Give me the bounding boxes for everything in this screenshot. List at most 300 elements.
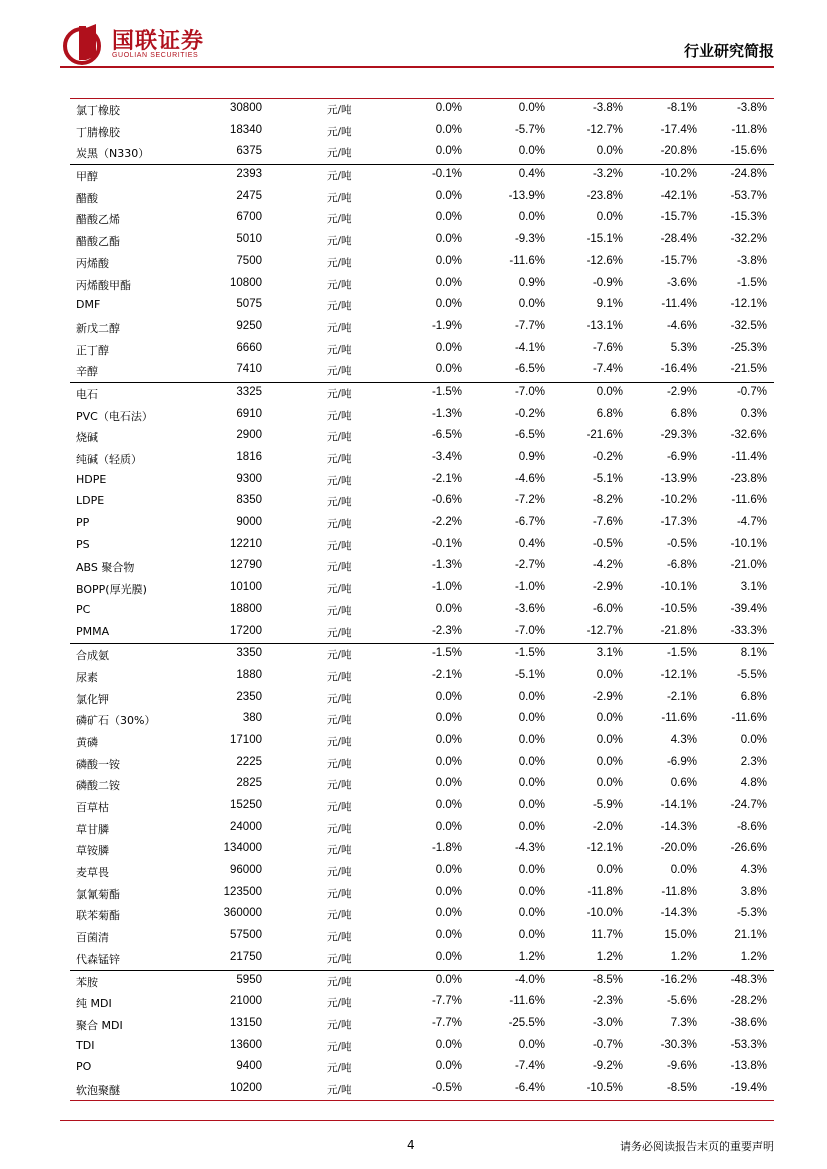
unit-label: 元/吨 bbox=[327, 952, 352, 965]
change-pct-1: 0.0% bbox=[435, 712, 462, 725]
unit-label: 元/吨 bbox=[327, 235, 352, 248]
change-pct-3: 1.2% bbox=[596, 950, 623, 963]
unit-label: 元/吨 bbox=[327, 1062, 352, 1075]
price-value: 13150 bbox=[230, 1016, 262, 1029]
change-pct-1: -2.3% bbox=[431, 624, 462, 637]
product-name: 草铵膦 bbox=[76, 844, 109, 858]
change-pct-3: -23.8% bbox=[586, 189, 623, 202]
change-pct-5: 21.1% bbox=[734, 929, 767, 942]
change-pct-3: -8.5% bbox=[592, 973, 623, 986]
table-row bbox=[70, 883, 774, 905]
page-header bbox=[60, 22, 774, 66]
change-pct-1: 0.0% bbox=[435, 189, 462, 202]
change-pct-1: -1.5% bbox=[431, 647, 462, 660]
change-pct-5: -38.6% bbox=[730, 1016, 767, 1029]
change-pct-1: 0.0% bbox=[435, 123, 462, 136]
price-value: 10200 bbox=[230, 1081, 262, 1094]
table-row bbox=[70, 643, 774, 666]
price-value: 360000 bbox=[223, 907, 262, 920]
change-pct-5: -23.8% bbox=[730, 472, 767, 485]
change-pct-2: -6.7% bbox=[514, 516, 545, 529]
change-pct-3: -0.7% bbox=[592, 1038, 623, 1051]
unit-label: 元/吨 bbox=[327, 256, 352, 269]
price-value: 5950 bbox=[236, 973, 262, 986]
change-pct-4: -9.6% bbox=[666, 1060, 697, 1073]
change-pct-5: -48.3% bbox=[730, 973, 767, 986]
change-pct-3: -7.4% bbox=[592, 363, 623, 376]
product-name: 电石 bbox=[76, 387, 98, 401]
change-pct-1: -7.7% bbox=[431, 995, 462, 1008]
change-pct-3: -12.7% bbox=[586, 123, 623, 136]
price-value: 57500 bbox=[230, 929, 262, 942]
price-value: 6910 bbox=[236, 407, 262, 420]
unit-label: 元/吨 bbox=[327, 866, 352, 879]
change-pct-1: 0.0% bbox=[435, 733, 462, 746]
product-name: 磷矿石（30%） bbox=[76, 714, 156, 728]
change-pct-1: 0.0% bbox=[435, 907, 462, 920]
product-name: ABS 聚合物 bbox=[76, 561, 135, 575]
product-name: DMF bbox=[76, 298, 101, 312]
change-pct-1: -6.5% bbox=[431, 429, 462, 442]
change-pct-5: -0.7% bbox=[736, 385, 767, 398]
product-name: 黄磷 bbox=[76, 735, 98, 749]
table-row bbox=[70, 230, 774, 252]
table-row bbox=[70, 470, 774, 492]
change-pct-1: 0.0% bbox=[435, 1038, 462, 1051]
change-pct-4: -29.3% bbox=[660, 429, 697, 442]
change-pct-3: -12.1% bbox=[586, 842, 623, 855]
change-pct-4: -5.6% bbox=[666, 995, 697, 1008]
price-value: 6700 bbox=[236, 211, 262, 224]
product-name: BOPP(厚光膜) bbox=[76, 583, 147, 597]
product-name: 氯丁橡胶 bbox=[76, 104, 120, 117]
change-pct-4: -30.3% bbox=[660, 1038, 697, 1051]
change-pct-4: 6.8% bbox=[670, 407, 697, 420]
table-row bbox=[70, 491, 774, 513]
unit-label: 元/吨 bbox=[327, 170, 352, 183]
change-pct-2: -5.7% bbox=[514, 123, 545, 136]
change-pct-1: 0.0% bbox=[435, 820, 462, 833]
change-pct-2: -6.4% bbox=[514, 1081, 545, 1094]
price-value: 2393 bbox=[236, 168, 262, 181]
change-pct-4: -8.1% bbox=[666, 102, 697, 114]
header-divider bbox=[60, 66, 774, 68]
change-pct-4: -15.7% bbox=[660, 211, 697, 224]
change-pct-4: -14.1% bbox=[660, 799, 697, 811]
change-pct-1: 0.0% bbox=[435, 864, 462, 877]
change-pct-4: -2.9% bbox=[666, 385, 697, 398]
change-pct-2: 0.0% bbox=[518, 799, 545, 811]
change-pct-5: -15.6% bbox=[730, 145, 767, 158]
change-pct-2: -3.6% bbox=[514, 602, 545, 615]
price-value: 7410 bbox=[236, 363, 262, 376]
change-pct-3: -7.6% bbox=[592, 516, 623, 529]
unit-label: 元/吨 bbox=[327, 822, 352, 835]
table-row bbox=[70, 796, 774, 818]
change-pct-5: -32.2% bbox=[730, 233, 767, 246]
change-pct-3: -9.2% bbox=[592, 1060, 623, 1073]
change-pct-5: -24.8% bbox=[730, 168, 767, 181]
unit-label: 元/吨 bbox=[327, 975, 352, 988]
change-pct-4: -2.1% bbox=[666, 690, 697, 703]
change-pct-3: 0.0% bbox=[596, 733, 623, 746]
product-name: PC bbox=[76, 602, 91, 616]
unit-label: 元/吨 bbox=[327, 191, 352, 204]
unit-label: 元/吨 bbox=[327, 649, 352, 662]
unit-label: 元/吨 bbox=[327, 343, 352, 356]
change-pct-5: -12.1% bbox=[730, 298, 767, 311]
change-pct-1: -0.1% bbox=[431, 537, 462, 550]
product-name: 氯氰菊酯 bbox=[76, 887, 120, 901]
product-name: 烧碱 bbox=[76, 431, 98, 445]
change-pct-3: -2.9% bbox=[592, 690, 623, 703]
change-pct-5: -11.6% bbox=[731, 494, 767, 507]
unit-label: 元/吨 bbox=[327, 779, 352, 792]
product-name: TDI bbox=[76, 1038, 95, 1052]
change-pct-4: -14.3% bbox=[660, 820, 697, 833]
change-pct-5: -11.4% bbox=[731, 451, 767, 463]
price-value: 7500 bbox=[236, 254, 262, 267]
change-pct-4: -11.4% bbox=[661, 298, 697, 311]
product-name: 麦草畏 bbox=[76, 866, 109, 880]
product-name: 百草枯 bbox=[76, 801, 109, 814]
price-value: 380 bbox=[242, 712, 262, 725]
change-pct-4: 5.3% bbox=[670, 341, 697, 354]
change-pct-3: 6.8% bbox=[596, 407, 623, 420]
table-row bbox=[70, 405, 774, 427]
change-pct-3: -12.6% bbox=[586, 254, 623, 267]
change-pct-3: 9.1% bbox=[596, 298, 623, 311]
change-pct-5: 1.2% bbox=[740, 950, 767, 963]
change-pct-1: 0.0% bbox=[435, 777, 462, 790]
product-name: 苯胺 bbox=[76, 975, 98, 989]
price-value: 13600 bbox=[230, 1038, 262, 1051]
change-pct-2: 0.4% bbox=[518, 537, 545, 550]
change-pct-5: -4.7% bbox=[736, 516, 767, 529]
product-name: 辛醇 bbox=[76, 365, 98, 379]
change-pct-4: -11.8% bbox=[661, 885, 697, 898]
change-pct-3: -3.0% bbox=[592, 1016, 623, 1029]
change-pct-4: -3.6% bbox=[666, 276, 697, 289]
change-pct-3: -7.6% bbox=[592, 341, 623, 354]
change-pct-5: -5.5% bbox=[736, 668, 767, 681]
change-pct-1: 0.0% bbox=[435, 211, 462, 224]
unit-label: 元/吨 bbox=[327, 365, 352, 378]
change-pct-4: -21.8% bbox=[660, 624, 697, 637]
change-pct-1: 0.0% bbox=[435, 298, 462, 311]
change-pct-3: -5.1% bbox=[592, 472, 623, 485]
change-pct-2: 0.0% bbox=[518, 777, 545, 790]
table-row bbox=[70, 666, 774, 688]
table-row bbox=[70, 1079, 774, 1101]
change-pct-4: -12.1% bbox=[660, 668, 697, 681]
footer-divider bbox=[60, 1120, 774, 1121]
change-pct-2: 0.0% bbox=[518, 820, 545, 833]
unit-label: 元/吨 bbox=[327, 104, 352, 116]
table-row bbox=[70, 295, 774, 317]
product-name: 磷酸一铵 bbox=[76, 757, 120, 771]
product-name: 代森锰锌 bbox=[76, 952, 120, 966]
table-row bbox=[70, 622, 774, 644]
change-pct-5: -24.7% bbox=[730, 799, 767, 811]
change-pct-1: 0.0% bbox=[435, 254, 462, 267]
change-pct-4: -1.5% bbox=[666, 647, 697, 660]
change-pct-5: -21.0% bbox=[730, 559, 767, 572]
change-pct-3: -10.5% bbox=[586, 1081, 623, 1094]
table-row bbox=[70, 709, 774, 731]
change-pct-2: 0.0% bbox=[518, 211, 545, 224]
unit-label: 元/吨 bbox=[327, 757, 352, 770]
change-pct-3: -3.8% bbox=[592, 102, 623, 114]
price-value: 9250 bbox=[236, 319, 262, 332]
change-pct-2: 0.0% bbox=[518, 298, 545, 311]
change-pct-1: 0.0% bbox=[435, 363, 462, 376]
change-pct-4: -6.8% bbox=[666, 559, 697, 572]
change-pct-2: -4.0% bbox=[514, 973, 545, 986]
unit-label: 元/吨 bbox=[327, 431, 352, 444]
product-name: 醋酸乙烯 bbox=[76, 213, 120, 227]
unit-label: 元/吨 bbox=[327, 278, 352, 291]
table-row bbox=[70, 861, 774, 883]
change-pct-3: -2.3% bbox=[592, 995, 623, 1008]
change-pct-3: 0.0% bbox=[596, 755, 623, 768]
logo-subtext: GUOLIAN SECURITIES bbox=[112, 52, 199, 59]
unit-label: 元/吨 bbox=[327, 496, 352, 509]
table-row bbox=[70, 252, 774, 274]
unit-label: 元/吨 bbox=[327, 583, 352, 596]
unit-label: 元/吨 bbox=[327, 626, 352, 639]
change-pct-5: -32.5% bbox=[730, 319, 767, 332]
unit-label: 元/吨 bbox=[327, 321, 352, 334]
price-value: 2350 bbox=[236, 690, 262, 703]
change-pct-3: -2.0% bbox=[592, 820, 623, 833]
product-name: 纯碱（轻质） bbox=[76, 453, 142, 466]
table-row bbox=[70, 513, 774, 535]
unit-label: 元/吨 bbox=[327, 909, 352, 922]
price-value: 2825 bbox=[236, 777, 262, 790]
guolian-logo-icon bbox=[62, 22, 106, 66]
price-value: 9000 bbox=[236, 516, 262, 529]
unit-label: 元/吨 bbox=[327, 801, 352, 813]
change-pct-4: -13.9% bbox=[660, 472, 697, 485]
unit-label: 元/吨 bbox=[327, 1018, 352, 1031]
table-row bbox=[70, 317, 774, 339]
change-pct-4: -8.5% bbox=[666, 1081, 697, 1094]
product-name: 正丁醇 bbox=[76, 343, 109, 357]
change-pct-5: -39.4% bbox=[730, 602, 767, 615]
change-pct-4: -17.3% bbox=[660, 516, 697, 529]
change-pct-1: 0.0% bbox=[435, 799, 462, 811]
price-value: 1816 bbox=[236, 451, 262, 463]
change-pct-3: -2.9% bbox=[592, 581, 623, 594]
price-value: 3325 bbox=[236, 385, 262, 398]
change-pct-4: -28.4% bbox=[660, 233, 697, 246]
table-row bbox=[70, 535, 774, 557]
unit-label: 元/吨 bbox=[327, 561, 352, 574]
change-pct-1: -3.4% bbox=[431, 451, 462, 463]
unit-label: 元/吨 bbox=[327, 887, 352, 900]
unit-label: 元/吨 bbox=[327, 125, 352, 138]
change-pct-4: -16.4% bbox=[660, 363, 697, 376]
product-name: 丙烯酸 bbox=[76, 256, 109, 270]
table-row bbox=[70, 600, 774, 622]
change-pct-2: -11.6% bbox=[509, 254, 545, 267]
table-row bbox=[70, 948, 774, 970]
unit-label: 元/吨 bbox=[327, 692, 352, 705]
change-pct-3: -15.1% bbox=[586, 233, 623, 246]
change-pct-3: -3.2% bbox=[592, 168, 623, 181]
table-row bbox=[70, 753, 774, 775]
product-name: LDPE bbox=[76, 494, 105, 508]
change-pct-5: -11.6% bbox=[731, 712, 767, 725]
product-name: PMMA bbox=[76, 624, 110, 638]
unit-label: 元/吨 bbox=[327, 300, 352, 313]
price-value: 134000 bbox=[223, 842, 262, 855]
table-row bbox=[70, 274, 774, 296]
product-name: HDPE bbox=[76, 472, 107, 486]
table-row bbox=[70, 992, 774, 1014]
change-pct-2: -6.5% bbox=[514, 363, 545, 376]
product-name: PVC（电石法） bbox=[76, 409, 153, 423]
change-pct-2: -4.3% bbox=[514, 842, 545, 855]
change-pct-3: -0.5% bbox=[592, 537, 623, 550]
price-value: 5075 bbox=[236, 298, 262, 311]
change-pct-1: 0.0% bbox=[435, 276, 462, 289]
unit-label: 元/吨 bbox=[327, 931, 352, 944]
change-pct-1: -7.7% bbox=[431, 1016, 462, 1029]
table-bottom-divider bbox=[70, 1100, 774, 1101]
change-pct-2: 0.0% bbox=[518, 1038, 545, 1051]
product-name: 炭黑（N330） bbox=[76, 147, 150, 161]
change-pct-2: -1.5% bbox=[514, 647, 545, 660]
change-pct-4: -4.6% bbox=[666, 319, 697, 332]
price-value: 3350 bbox=[236, 647, 262, 660]
table-row bbox=[70, 339, 774, 361]
page-number: 4 bbox=[407, 1138, 415, 1152]
change-pct-4: -10.2% bbox=[660, 494, 697, 507]
change-pct-3: 11.7% bbox=[591, 929, 623, 942]
table-row bbox=[70, 818, 774, 840]
change-pct-2: -7.4% bbox=[514, 1060, 545, 1073]
change-pct-5: -3.8% bbox=[736, 254, 767, 267]
price-value: 10800 bbox=[230, 276, 262, 289]
product-name: 氯化钾 bbox=[76, 692, 109, 706]
table-row bbox=[70, 99, 774, 121]
change-pct-4: -6.9% bbox=[666, 451, 697, 463]
change-pct-3: -13.1% bbox=[586, 319, 623, 332]
change-pct-1: -2.2% bbox=[431, 516, 462, 529]
change-pct-4: -11.6% bbox=[661, 712, 697, 725]
change-pct-4: -0.5% bbox=[666, 537, 697, 550]
change-pct-5: -53.3% bbox=[730, 1038, 767, 1051]
change-pct-5: 4.8% bbox=[740, 777, 767, 790]
unit-label: 元/吨 bbox=[327, 670, 352, 683]
change-pct-4: -16.2% bbox=[660, 973, 697, 986]
table-row bbox=[70, 360, 774, 382]
change-pct-5: -32.6% bbox=[730, 429, 767, 442]
table-row bbox=[70, 688, 774, 710]
change-pct-3: -4.2% bbox=[592, 559, 623, 572]
product-name: 丙烯酸甲酯 bbox=[76, 278, 131, 292]
change-pct-5: 3.8% bbox=[740, 885, 767, 898]
change-pct-5: -5.3% bbox=[736, 907, 767, 920]
unit-label: 元/吨 bbox=[327, 387, 352, 400]
change-pct-1: 0.0% bbox=[435, 950, 462, 963]
table-row bbox=[70, 926, 774, 948]
change-pct-4: -6.9% bbox=[666, 755, 697, 768]
change-pct-2: 1.2% bbox=[518, 950, 545, 963]
change-pct-2: -25.5% bbox=[508, 1016, 545, 1029]
change-pct-2: 0.0% bbox=[518, 907, 545, 920]
product-name: PS bbox=[76, 537, 90, 551]
change-pct-3: 0.0% bbox=[596, 211, 623, 224]
change-pct-5: -26.6% bbox=[730, 842, 767, 855]
change-pct-2: -13.9% bbox=[508, 189, 545, 202]
change-pct-1: -2.1% bbox=[431, 668, 462, 681]
price-value: 17100 bbox=[230, 733, 262, 746]
table-row bbox=[70, 1036, 774, 1058]
table-row bbox=[70, 426, 774, 448]
unit-label: 元/吨 bbox=[327, 518, 352, 531]
price-value: 123500 bbox=[223, 885, 262, 898]
change-pct-5: -3.8% bbox=[736, 102, 767, 114]
unit-label: 元/吨 bbox=[327, 735, 352, 748]
product-name: PP bbox=[76, 516, 90, 530]
unit-label: 元/吨 bbox=[327, 844, 352, 857]
product-name: 新戊二醇 bbox=[76, 321, 120, 335]
price-value: 18800 bbox=[230, 602, 262, 615]
product-name: PO bbox=[76, 1060, 92, 1074]
table-row bbox=[70, 208, 774, 230]
change-pct-4: 0.6% bbox=[670, 777, 697, 790]
price-value: 21000 bbox=[230, 995, 262, 1008]
change-pct-4: -14.3% bbox=[660, 907, 697, 920]
change-pct-2: -2.7% bbox=[514, 559, 545, 572]
change-pct-1: 0.0% bbox=[435, 929, 462, 942]
change-pct-5: -1.5% bbox=[736, 276, 767, 289]
unit-label: 元/吨 bbox=[327, 213, 352, 226]
table-row bbox=[70, 1014, 774, 1036]
change-pct-5: -53.7% bbox=[730, 189, 767, 202]
change-pct-5: 8.1% bbox=[740, 647, 767, 660]
table-row bbox=[70, 970, 774, 993]
product-name: 草甘膦 bbox=[76, 822, 109, 836]
change-pct-2: -7.0% bbox=[514, 385, 545, 398]
change-pct-3: -5.9% bbox=[592, 799, 623, 811]
product-name: 纯 MDI bbox=[76, 997, 112, 1011]
change-pct-5: -13.8% bbox=[730, 1060, 767, 1073]
change-pct-4: -17.4% bbox=[660, 123, 697, 136]
change-pct-1: -1.5% bbox=[431, 385, 462, 398]
change-pct-4: -10.1% bbox=[660, 581, 697, 594]
change-pct-2: 0.0% bbox=[518, 102, 545, 114]
product-name: 百菌清 bbox=[76, 931, 109, 945]
change-pct-5: -21.5% bbox=[730, 363, 767, 376]
change-pct-2: -7.2% bbox=[514, 494, 545, 507]
price-value: 9400 bbox=[236, 1060, 262, 1073]
change-pct-2: 0.0% bbox=[518, 145, 545, 158]
table-row bbox=[70, 121, 774, 143]
product-name: 甲醇 bbox=[76, 170, 98, 184]
change-pct-2: -7.7% bbox=[514, 319, 545, 332]
unit-label: 元/吨 bbox=[327, 474, 352, 487]
price-value: 12790 bbox=[230, 559, 262, 572]
change-pct-1: -1.3% bbox=[431, 559, 462, 572]
table-row bbox=[70, 382, 774, 405]
change-pct-5: 6.8% bbox=[740, 690, 767, 703]
change-pct-2: 0.0% bbox=[518, 690, 545, 703]
change-pct-3: -11.8% bbox=[587, 885, 623, 898]
